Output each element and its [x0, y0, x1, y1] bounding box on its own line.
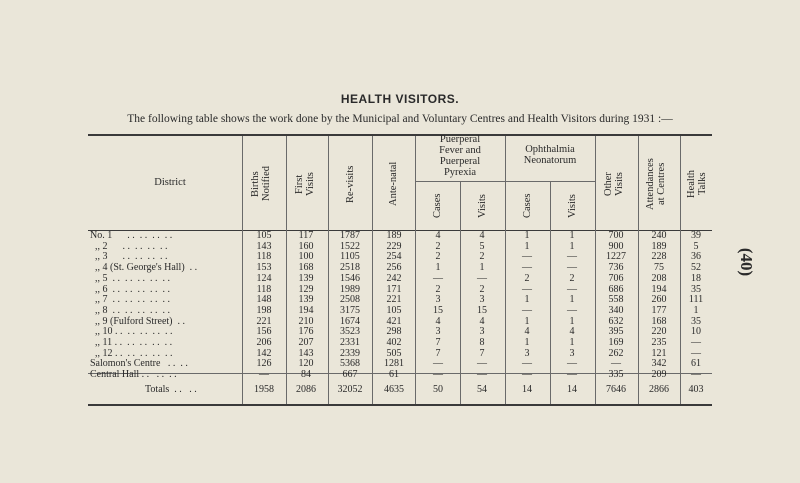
value-cell: 75	[654, 262, 664, 274]
value-cell: 1674	[340, 315, 360, 327]
value-cell: 1989	[340, 283, 360, 295]
header-district: District	[154, 177, 186, 188]
header-revisits: Re-visits	[345, 165, 356, 203]
table-row	[90, 337, 710, 348]
value-cell: 335	[608, 369, 624, 381]
value-cell: 2	[524, 272, 530, 284]
header-antenatal: Ante-natal	[388, 161, 399, 207]
value-cell: 139	[298, 272, 314, 284]
district-cell: ,, 4 (St. George's Hall) . .	[90, 262, 198, 274]
totals-value-cell: 14	[522, 384, 532, 395]
table-row	[90, 294, 710, 305]
value-cell: —	[522, 304, 532, 316]
value-cell: 5	[479, 240, 485, 252]
totals-value-cell: 4635	[384, 384, 404, 395]
value-cell: 148	[256, 294, 272, 306]
district-cell: ,, 11 . . . . . . . . . .	[90, 337, 173, 348]
value-cell: 1	[693, 304, 699, 316]
value-cell: 2	[479, 251, 485, 263]
table-row	[90, 251, 710, 262]
value-cell: 143	[256, 240, 272, 252]
value-cell: 228	[651, 251, 667, 263]
district-cell: ,, 6 . . . . . . . . . .	[90, 283, 170, 295]
value-cell: 229	[386, 240, 402, 252]
value-cell: 256	[386, 262, 402, 274]
value-cell: 117	[298, 230, 314, 241]
value-cell: 35	[691, 315, 701, 327]
value-cell: 139	[298, 294, 314, 306]
header-health-talks: Health Talks	[686, 170, 708, 198]
district-cell: ,, 3 . . . . . . . .	[90, 251, 168, 263]
value-cell: 153	[256, 262, 272, 274]
value-cell: 3	[435, 294, 441, 306]
table-row	[90, 241, 710, 252]
header-puerperal-cases: Cases	[432, 193, 443, 219]
district-cell: ,, 10 . . . . . . . . . .	[90, 326, 173, 338]
table-row	[90, 369, 710, 380]
value-cell: 171	[386, 283, 402, 295]
value-cell: 10	[691, 326, 701, 338]
value-cell: —	[522, 262, 532, 274]
table-row	[90, 273, 710, 284]
value-cell: 240	[651, 230, 667, 241]
totals-value-cell: 7646	[606, 384, 626, 395]
header-ophthalmia-group: Ophthalmia Neonatorum	[523, 144, 577, 166]
header-ophthalmia-cases: Cases	[522, 193, 533, 219]
value-cell: 1	[524, 294, 530, 306]
value-cell: 169	[608, 337, 624, 348]
value-cell: 176	[298, 326, 314, 338]
value-cell: 160	[298, 240, 314, 252]
header-attendances: Attendances at Centres	[645, 158, 667, 210]
value-cell: 7	[435, 337, 441, 348]
value-cell: 4	[435, 230, 441, 241]
value-cell: —	[567, 262, 577, 274]
value-cell: —	[433, 272, 443, 284]
value-cell: 105	[386, 304, 402, 316]
value-cell: 1	[524, 240, 530, 252]
value-cell: 632	[608, 315, 624, 327]
value-cell: 3	[479, 294, 485, 306]
totals-label: Totals . . . .	[145, 384, 197, 395]
value-cell: 61	[691, 358, 701, 370]
district-cell: ,, 7 . . . . . . . . . .	[90, 294, 170, 306]
value-cell: —	[522, 283, 532, 295]
value-cell: 706	[608, 272, 624, 284]
value-cell: 402	[386, 337, 402, 348]
district-cell: ,, 9 (Fulford Street) . .	[90, 315, 185, 327]
value-cell: 1	[524, 230, 530, 241]
value-cell: 3175	[340, 304, 360, 316]
totals-value-cell: 2086	[296, 384, 316, 395]
table-row	[90, 316, 710, 327]
value-cell: 221	[386, 294, 402, 306]
value-cell: —	[691, 347, 701, 359]
district-cell: ,, 8 . . . . . . . . . .	[90, 304, 170, 316]
value-cell: 36	[691, 251, 701, 263]
value-cell: 736	[608, 262, 624, 274]
value-cell: 168	[651, 315, 667, 327]
value-cell: 1	[435, 262, 441, 274]
value-cell: 18	[691, 272, 701, 284]
value-cell: —	[477, 358, 487, 370]
value-cell: —	[477, 272, 487, 284]
value-cell: 1	[569, 315, 575, 327]
header-other-visits: Other Visits	[603, 172, 625, 196]
value-cell: —	[567, 304, 577, 316]
value-cell: 395	[608, 326, 624, 338]
district-cell: Central Hall . . . . . .	[90, 369, 177, 381]
value-cell: 254	[386, 251, 402, 263]
value-cell: —	[477, 369, 487, 381]
value-cell: 207	[298, 337, 314, 348]
district-cell: ,, 5 . . . . . . . . . .	[90, 272, 170, 284]
value-cell: 1	[479, 262, 485, 274]
totals-value-cell: 1958	[254, 384, 274, 395]
value-cell: 194	[651, 283, 667, 295]
value-cell: 1281	[384, 358, 404, 370]
value-cell: 100	[298, 251, 314, 263]
value-cell: —	[522, 358, 532, 370]
value-cell: 52	[691, 262, 701, 274]
value-cell: 105	[256, 230, 272, 241]
value-cell: 3	[569, 347, 575, 359]
value-cell: 210	[298, 315, 314, 327]
value-cell: 242	[386, 272, 402, 284]
value-cell: 84	[301, 369, 311, 381]
value-cell: 194	[298, 304, 314, 316]
value-cell: 209	[651, 369, 667, 381]
table-top-rule	[88, 134, 712, 136]
value-cell: —	[691, 369, 701, 381]
value-cell: 7	[479, 347, 485, 359]
value-cell: 1227	[606, 251, 626, 263]
value-cell: 220	[651, 326, 667, 338]
value-cell: 111	[688, 294, 704, 306]
value-cell: —	[567, 251, 577, 263]
value-cell: 126	[256, 358, 272, 370]
value-cell: 421	[386, 315, 402, 327]
value-cell: 700	[608, 230, 624, 241]
value-cell: 15	[433, 304, 443, 316]
value-cell: 168	[298, 262, 314, 274]
header-births-notified: Births Notified	[250, 166, 272, 202]
value-cell: —	[522, 369, 532, 381]
table-row	[90, 358, 710, 369]
intro-text: The following table shows the work done by the Municipal and Voluntary Centres and Health Visitors during 1931 :—	[127, 113, 673, 125]
value-cell: 4	[524, 326, 530, 338]
totals-value-cell: 32052	[337, 384, 363, 395]
totals-value-cell: 403	[688, 384, 704, 395]
value-cell: 208	[651, 272, 667, 284]
table-row	[90, 262, 710, 273]
value-cell: 686	[608, 283, 624, 295]
value-cell: 177	[651, 304, 667, 316]
value-cell: 2	[435, 283, 441, 295]
value-cell: 1	[569, 240, 575, 252]
value-cell: —	[259, 369, 269, 381]
value-cell: 260	[651, 294, 667, 306]
header-puerperal-visits: Visits	[477, 194, 488, 218]
value-cell: 3523	[340, 326, 360, 338]
value-cell: 1522	[340, 240, 360, 252]
totals-value-cell: 2866	[649, 384, 669, 395]
value-cell: 558	[608, 294, 624, 306]
value-cell: 3	[524, 347, 530, 359]
value-cell: 4	[479, 230, 485, 241]
value-cell: —	[691, 337, 701, 348]
value-cell: 15	[477, 304, 487, 316]
value-cell: 2508	[340, 294, 360, 306]
value-cell: —	[567, 283, 577, 295]
value-cell: 4	[569, 326, 575, 338]
value-cell: 667	[342, 369, 358, 381]
value-cell: 235	[651, 337, 667, 348]
value-cell: 5368	[340, 358, 360, 370]
value-cell: 121	[651, 347, 667, 359]
value-cell: —	[522, 251, 532, 263]
value-cell: 2339	[340, 347, 360, 359]
value-cell: 142	[256, 347, 272, 359]
value-cell: —	[433, 369, 443, 381]
value-cell: —	[433, 358, 443, 370]
header-first-visits: First Visits	[294, 172, 316, 196]
value-cell: 189	[386, 230, 402, 241]
table-row	[90, 284, 710, 295]
value-cell: 1	[524, 337, 530, 348]
value-cell: 129	[298, 283, 314, 295]
table-row	[90, 305, 710, 316]
value-cell: 2518	[340, 262, 360, 274]
value-cell: 342	[651, 358, 667, 370]
value-cell: 206	[256, 337, 272, 348]
value-cell: 39	[691, 230, 701, 241]
district-cell: No. 1 . . . . . . . .	[90, 230, 173, 241]
value-cell: 1	[524, 315, 530, 327]
table-row	[90, 348, 710, 359]
page-title: HEALTH VISITORS.	[340, 92, 460, 106]
table-row	[90, 230, 710, 241]
value-cell: 505	[386, 347, 402, 359]
value-cell: 7	[435, 347, 441, 359]
value-cell: 2	[569, 272, 575, 284]
district-cell: Salomon's Centre . . . .	[90, 358, 188, 370]
value-cell: 8	[479, 337, 485, 348]
value-cell: 221	[256, 315, 272, 327]
value-cell: 198	[256, 304, 272, 316]
value-cell: 340	[608, 304, 624, 316]
value-cell: 35	[691, 283, 701, 295]
value-cell: 156	[256, 326, 272, 338]
value-cell: 2	[479, 283, 485, 295]
value-cell: 2	[435, 240, 441, 252]
totals-value-cell: 50	[433, 384, 443, 395]
page-number: (40)	[737, 247, 757, 277]
value-cell: 5	[693, 240, 699, 252]
totals-row	[90, 384, 710, 395]
totals-value-cell: 54	[477, 384, 487, 395]
value-cell: 124	[256, 272, 272, 284]
district-cell: ,, 12 . . . . . . . . . .	[90, 347, 173, 359]
header-puerperal-group: Puerperal Fever and Puerperal Pyrexia	[439, 134, 481, 178]
value-cell: 3	[479, 326, 485, 338]
value-cell: 1105	[340, 251, 360, 263]
value-cell: 298	[386, 326, 402, 338]
table-row	[90, 326, 710, 337]
table-bottom-rule	[88, 404, 712, 406]
value-cell: 1	[569, 230, 575, 241]
value-cell: 143	[298, 347, 314, 359]
district-cell: ,, 2 . . . . . . . .	[90, 240, 168, 252]
value-cell: 189	[651, 240, 667, 252]
value-cell: 3	[435, 326, 441, 338]
value-cell: 1787	[340, 230, 360, 241]
value-cell: 4	[479, 315, 485, 327]
value-cell: 4	[435, 315, 441, 327]
value-cell: —	[567, 358, 577, 370]
value-cell: 262	[608, 347, 624, 359]
totals-value-cell: 14	[567, 384, 577, 395]
value-cell: —	[611, 358, 621, 370]
value-cell: 1	[569, 337, 575, 348]
value-cell: 2	[435, 251, 441, 263]
value-cell: 900	[608, 240, 624, 252]
header-ophthalmia-visits: Visits	[567, 194, 578, 218]
value-cell: 2331	[340, 337, 360, 348]
value-cell: 61	[389, 369, 399, 381]
value-cell: 120	[298, 358, 314, 370]
value-cell: 1	[569, 294, 575, 306]
value-cell: 118	[256, 283, 272, 295]
value-cell: —	[567, 369, 577, 381]
value-cell: 118	[256, 251, 272, 263]
value-cell: 1546	[340, 272, 360, 284]
